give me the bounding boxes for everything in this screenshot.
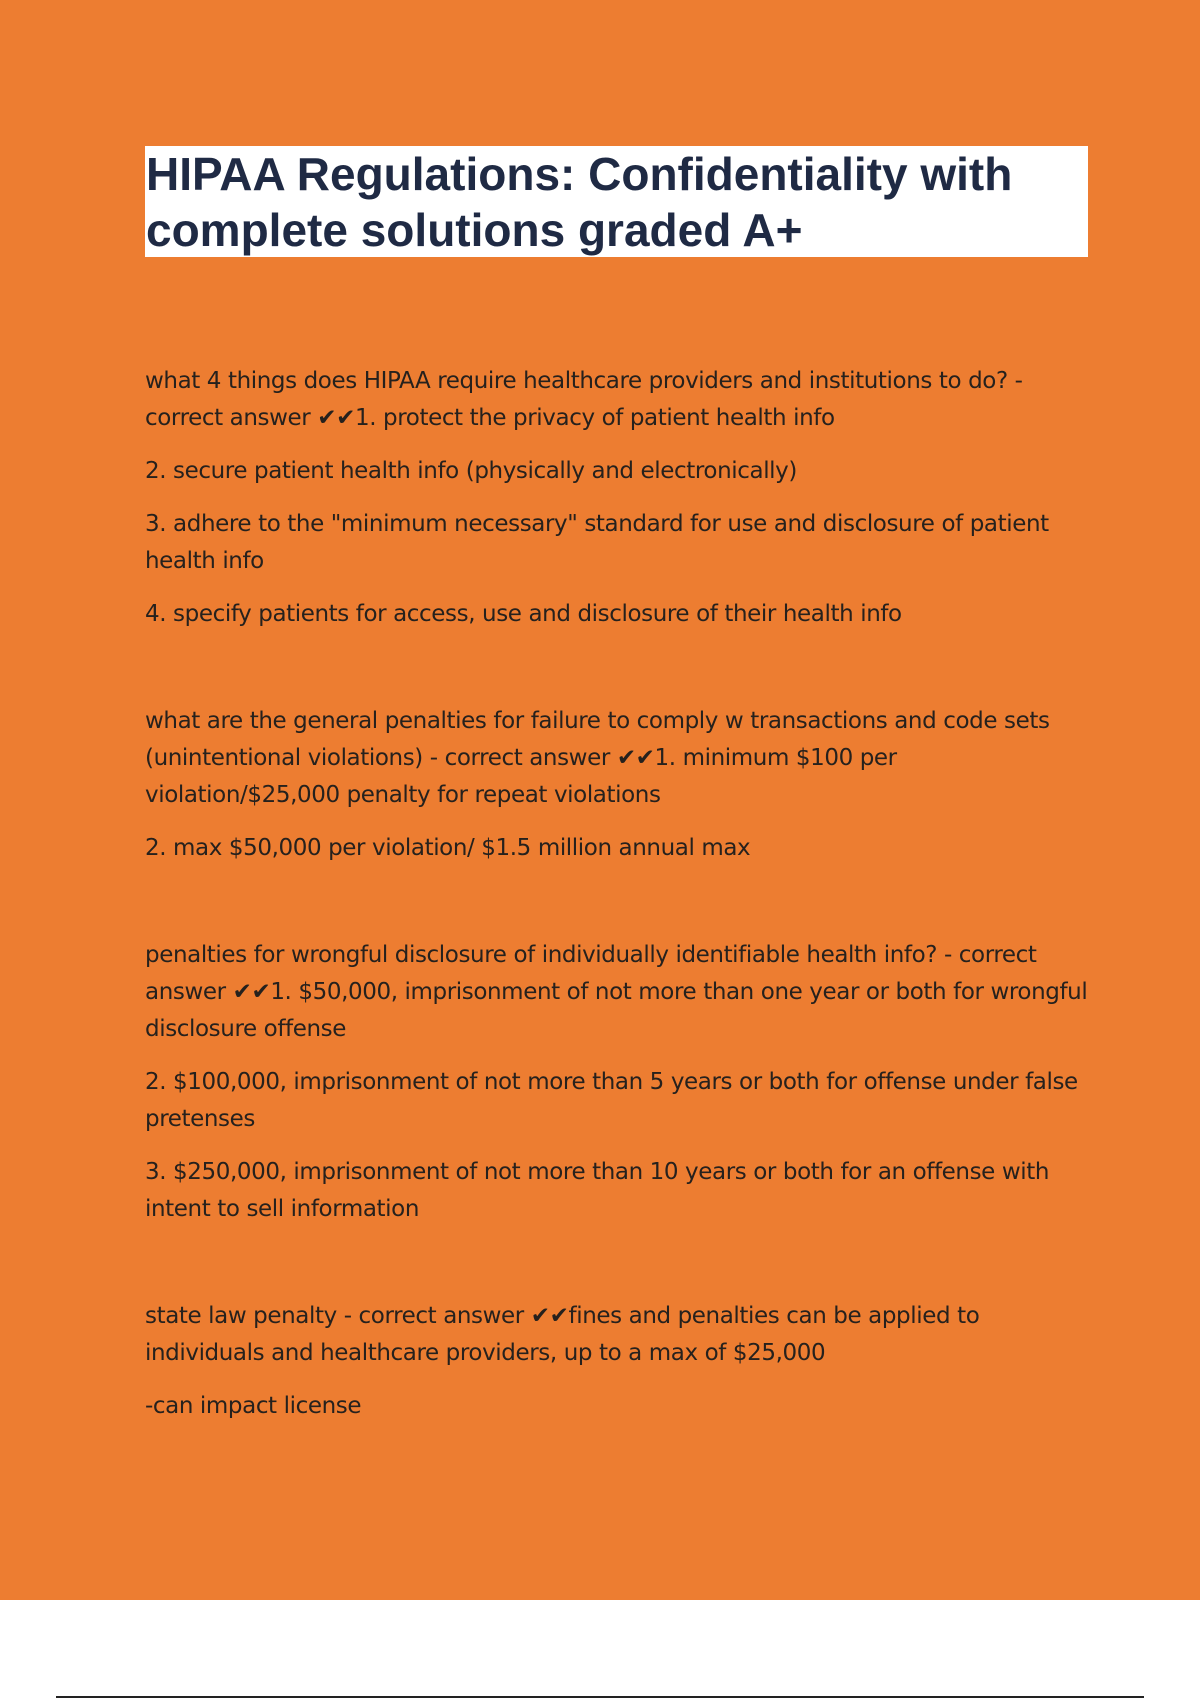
answer-paragraph: 2. max $50,000 per violation/ $1.5 million annual max bbox=[145, 835, 751, 861]
answer-paragraph: 3. $250,000, imprisonment of not more than 10 years or both for an offense with intent to sell information bbox=[145, 1159, 1050, 1222]
qa-content bbox=[145, 363, 1090, 1495]
question-paragraph: state law penalty - correct answer ✔✔fines and penalties can be applied to individuals and healthcare providers, up to a max of $25,000 bbox=[145, 1303, 980, 1366]
answer-paragraph: 4. specify patients for access, use and disclosure of their health info bbox=[145, 601, 902, 627]
question-paragraph: what are the general penalties for failure to comply w transactions and code sets (unintentional violations) - correct answer ✔✔1. minimum $100 per violation/$25,000 penalty for repeat violations bbox=[145, 708, 1050, 808]
question-paragraph: what 4 things does HIPAA require healthcare providers and institutions to do? - correct answer ✔✔1. protect the privacy of patient health info bbox=[145, 368, 1023, 431]
qa-section-wrongful-disclosure bbox=[145, 937, 1090, 1228]
qa-section-general-penalties bbox=[145, 703, 1090, 867]
title-box bbox=[145, 146, 1088, 257]
qa-section-hipaa-requirements bbox=[145, 363, 1090, 633]
answer-paragraph: -can impact license bbox=[145, 1393, 362, 1419]
question-paragraph: penalties for wrongful disclosure of individually identifiable health info? - correct answer ✔✔1. $50,000, imprisonment of not more than one year or both for wrongful disclosure offense bbox=[145, 942, 1088, 1042]
answer-paragraph: 3. adhere to the "minimum necessary" standard for use and disclosure of patient health info bbox=[145, 511, 1049, 574]
page-title: HIPAA Regulations: Confidentiality with complete solutions graded A+ bbox=[146, 148, 1013, 256]
qa-section-state-law bbox=[145, 1298, 1090, 1425]
answer-paragraph: 2. $100,000, imprisonment of not more than 5 years or both for offense under false pretenses bbox=[145, 1069, 1078, 1132]
footer-divider bbox=[56, 1696, 1144, 1698]
answer-paragraph: 2. secure patient health info (physically and electronically) bbox=[145, 458, 797, 484]
